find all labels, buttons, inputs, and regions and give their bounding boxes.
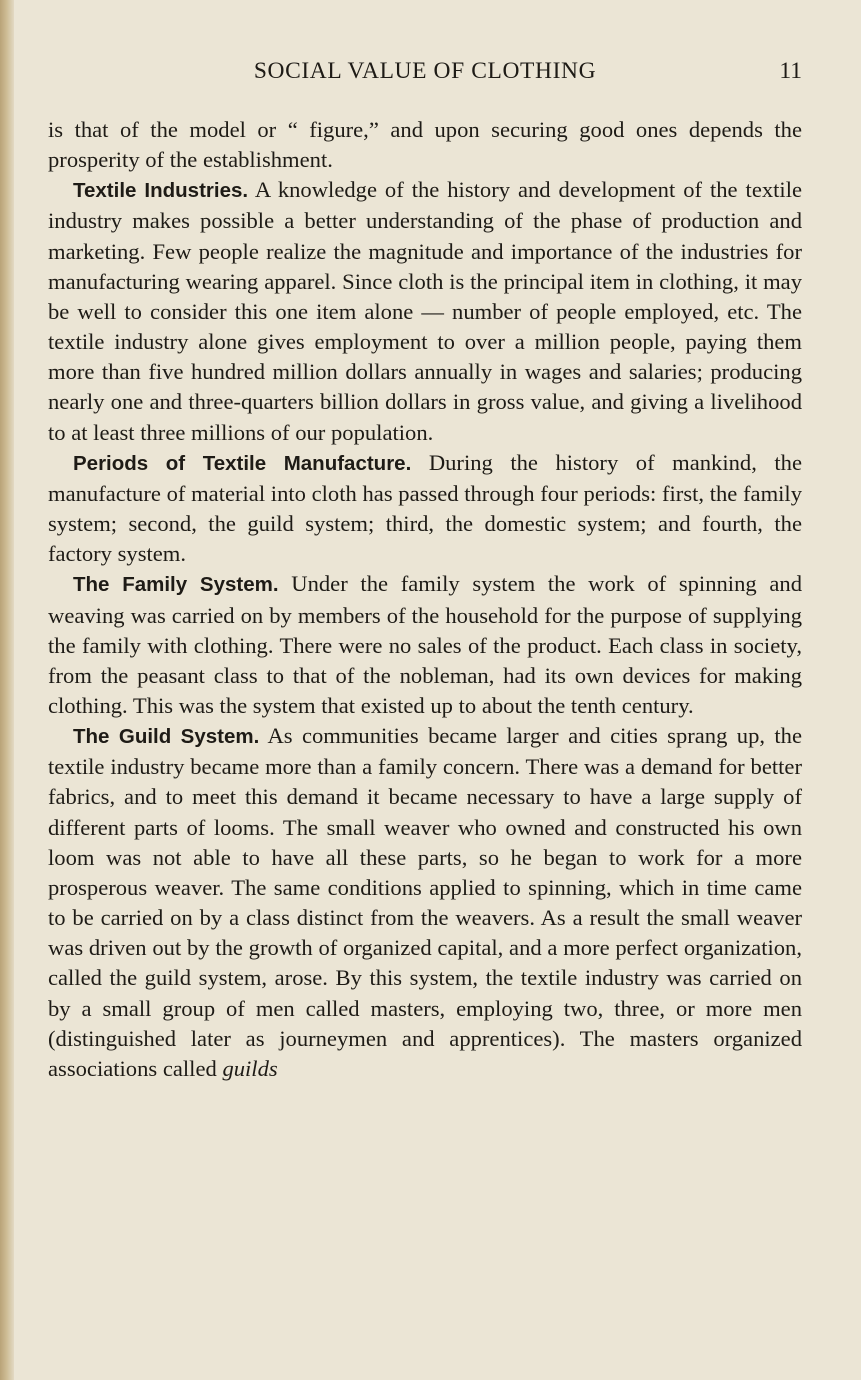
paragraph-text: is that of the model or “ figure,” and upon securing good ones depends the prosperity of the establishment. [48,117,802,173]
paragraph-text: As communities became larger and cities sprang up, the textile industry became more than a family concern. There was a demand for better fabrics, and to meet this demand it became necessary to have a large supply of different parts of looms. The small weaver who owned and constructed his own loom was not able to have all these parts, so he began to work for a more prosperous weaver. The same conditions applied to spinning, which in time came to be carried on by a class distinct from the weavers. As a result the small weaver was driven out by the growth of organized capital, and a more perfect organization, called the guild system, arose. By this system, the textile industry was carried on by a small group of men called masters, employing two, three, or more men (distinguished later as journeymen and apprentices). The masters organized associations called [48,723,802,1081]
paragraph-textile-industries [48,175,802,447]
running-header [48,58,802,98]
paragraph-continuation [48,115,802,175]
paragraph-text: A knowledge of the history and development of the textile industry makes possible a better understanding of the phase of production and marketing. Few people realize the magnitude and importance of the industries for manufacturing wearing apparel. Since cloth is the principal item in clothing, it may be well to consider this one item alone — number of people employed, etc. The textile industry alone gives employment to over a million people, paying them more than five hundred million dollars annually in wages and salaries; producing nearly one and three-quarters billion dollars in gross value, and giving a livelihood to at least three millions of our population. [48,177,803,445]
paragraph-periods-of-textile-manufacture [48,448,802,570]
section-heading: The Family System. [73,573,279,597]
chapter-title: SOCIAL VALUE OF CLOTHING [253,58,597,84]
paragraph-family-system [48,569,802,721]
section-heading: Textile Industries. [73,179,249,203]
paragraph-text: Under the family system the work of spinning and weaving was carried on by members of the household for the purpose of supplying the family with clothing. There were no sales of the product. Each class in society, from the peasant class to that of the nobleman, had its own devices for making clothing. This was the system that existed up to about the tenth century. [48,571,802,718]
page-number: 11 [779,58,802,84]
section-heading: The Guild System. [73,725,260,749]
paragraph-guild-system [48,721,802,1084]
body-text [48,115,802,1084]
section-heading: Periods of Textile Manufacture. [73,451,412,475]
paragraph-text: During the history of mankind, the manufacture of material into cloth has passed through four periods: first, the family system; second, the guild system; third, the domestic system; and fourth, the factory system. [48,449,802,567]
italic-term: guilds [222,1055,278,1081]
